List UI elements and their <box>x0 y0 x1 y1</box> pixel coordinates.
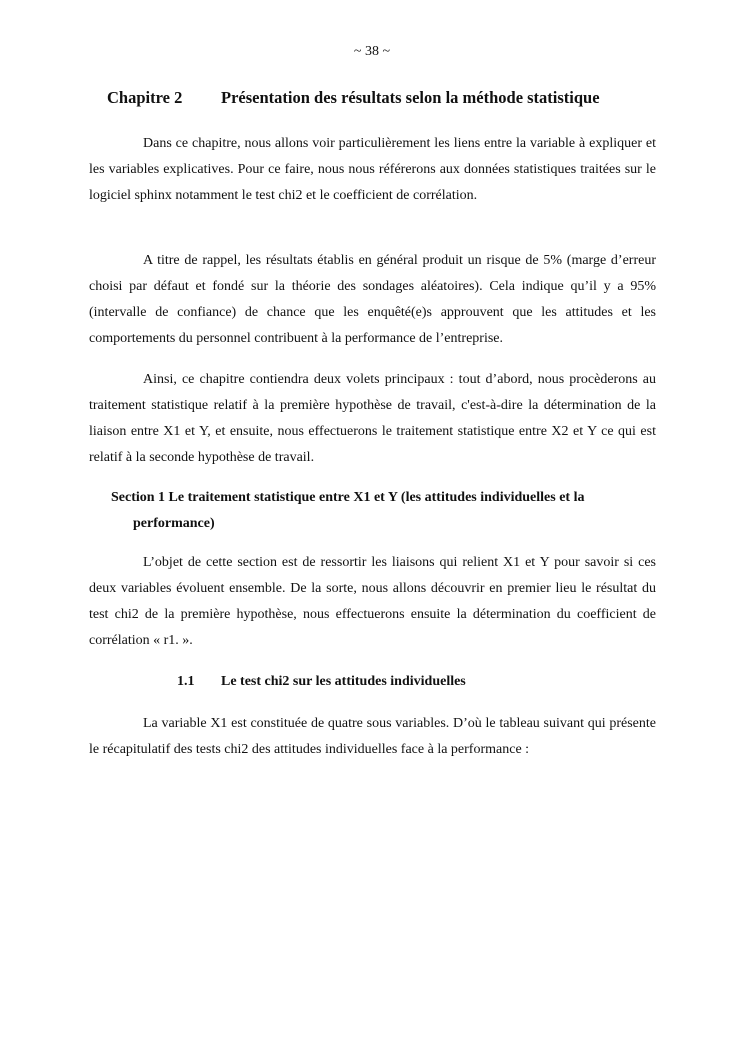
chapter-title: Présentation des résultats selon la méthode statistique <box>221 88 600 107</box>
reminder-paragraph: A titre de rappel, les résultats établis en général produit un risque de 5% (marge d’erreur choisi par défaut et fondé sur la théorie des sondages aléatoires). Cela indique qu’il y a 95% (intervalle de confiance) de chance que les enquêté(e)s approuvent que les attitudes et les comportements du personnel contribuent à la performance de l’entreprise. <box>89 253 656 346</box>
outline-paragraph: Ainsi, ce chapitre contiendra deux volets principaux : tout d’abord, nous procèderons au traitement statistique relatif à la première hypothèse de travail, c'est-à-dire la détermination de la liaison entre X1 et Y, et ensuite, nous effectuerons le traitement statistique entre X2 et Y ce qui est relatif à la seconde hypothèse de travail. <box>89 372 656 465</box>
section-paragraph: L’objet de cette section est de ressortir les liaisons qui relient X1 et Y pour savoir si ces deux variables évoluent ensemble. De la sorte, nous allons découvrir en premier lieu le résultat du test chi2 de la première hypothèse, nous effectuerons ensuite la détermination du coefficient de corrélation « r1. ». <box>89 555 656 648</box>
section-heading <box>111 485 656 537</box>
subsection-number: 1.1 <box>177 674 195 689</box>
subsection-paragraph: La variable X1 est constituée de quatre sous variables. D’où le tableau suivant qui présente le récapitulatif des tests chi2 des attitudes individuelles face à la performance : <box>89 716 656 757</box>
chapter-heading <box>107 88 687 108</box>
section-heading-line1: Section 1 Le traitement statistique entre X1 et Y (les attitudes individuelles et la <box>111 490 585 505</box>
section-heading-line2: performance) <box>133 516 215 531</box>
chapter-number: Chapitre 2 <box>107 88 183 107</box>
subsection-heading <box>177 674 466 690</box>
page-number: ~ 38 ~ <box>353 44 391 59</box>
intro-paragraph: Dans ce chapitre, nous allons voir particulièrement les liens entre la variable à expliquer et les variables explicatives. Pour ce faire, nous nous référerons aux données statistiques traitées sur le logiciel sphinx notamment le test chi2 et le coefficient de corrélation. <box>89 136 656 203</box>
subsection-title: Le test chi2 sur les attitudes individuelles <box>221 674 466 689</box>
